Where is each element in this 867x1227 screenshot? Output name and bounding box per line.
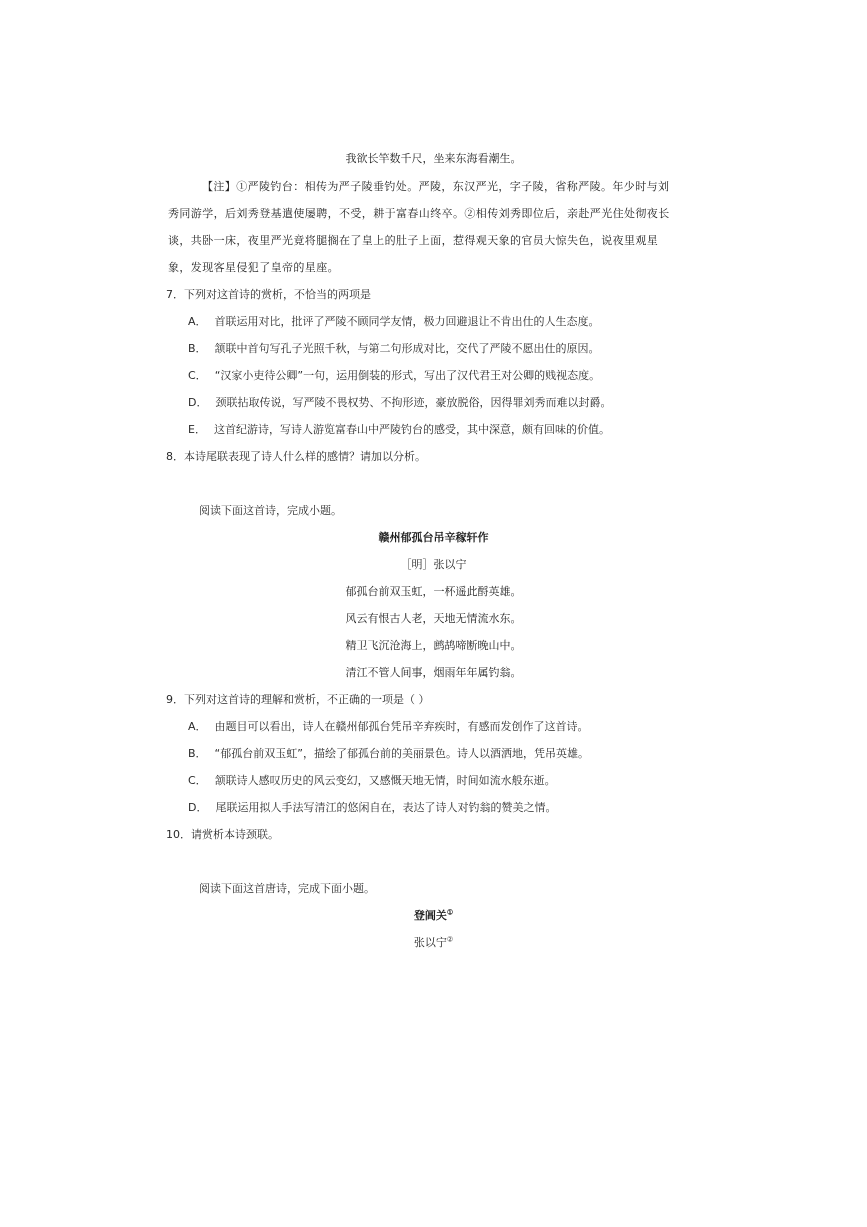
q9-option-a (188, 719, 589, 735)
poem-line: 清江不管人间事，烟雨年年属钓翁。 (345, 666, 522, 679)
q7-option-c (188, 368, 600, 384)
option-label: C． (188, 369, 207, 382)
section3-poem-author (0, 935, 867, 951)
poem-line: 精卫飞沉沧海上，鹧鸪啼断晚山中。 (345, 639, 522, 652)
poem-title-text: 登阊关 (413, 909, 447, 922)
section3-poem-title (0, 908, 867, 924)
option-label: B． (188, 747, 207, 760)
question-stem: 本诗尾联表现了诗人什么样的感情？请加以分析。 (184, 450, 426, 463)
question-9 (166, 692, 430, 708)
question-number: 9． (166, 693, 184, 706)
section2-poem-title: 赣州郁孤台吊辛稼轩作 (378, 531, 489, 544)
question-number: 7． (166, 288, 184, 301)
footnote-mark: ① (446, 907, 454, 917)
question-stem: 下列对这首诗的理解和赏析，不正确的一项是（ ） (184, 693, 430, 706)
option-text: 这首纪游诗，写诗人游览富春山中严陵钓台的感受，其中深意，颇有回味的价值。 (213, 423, 610, 436)
q9-option-b (188, 746, 589, 762)
question-10 (166, 827, 279, 843)
poem-line: 风云有恨古人老，天地无情流水东。 (345, 612, 522, 625)
section2-intro: 阅读下面这首诗，完成小题。 (199, 504, 342, 517)
q7-option-d (188, 395, 611, 411)
poem-line: 郁孤台前双玉虹，一杯遥此酹英雄。 (345, 585, 522, 598)
option-text: “郁孤台前双玉虹”，描绘了郁孤台前的美丽景色。诗人以酒洒地，凭吊英雄。 (214, 747, 589, 760)
option-text: 颔联诗人感叹历史的风云变幻，又感慨天地无情，时间如流水般东逝。 (214, 774, 556, 787)
question-stem: 请赏析本诗颈联。 (191, 828, 279, 841)
option-label: A． (188, 720, 207, 733)
option-label: D． (188, 801, 208, 814)
option-label: E． (188, 423, 206, 436)
q9-option-c (188, 773, 556, 789)
option-text: 由题目可以看出，诗人在赣州郁孤台凭吊辛弃疾时，有感而发创作了这首诗。 (214, 720, 589, 733)
question-7 (166, 287, 371, 303)
poem1-note: 【注】①严陵钓台：相传为严子陵垂钓处。严陵，东汉严光，字子陵，省称严陵。年少时与刘秀同游学，后刘秀登基遣使屡聘，不受，耕于富春山终卒。②相传刘秀即位后，亲赴严光住处彻夜长谈，共卧一床，夜里严光竟将腿搁在了皇上的肚子上面，惹得观天象的官员大惊失色，说夜里观星象，发现客星侵犯了皇帝的星座。 (168, 180, 670, 274)
section2-poem-author: ［明］张以宁 (400, 558, 467, 571)
section3-intro: 阅读下面这首唐诗，完成下面小题。 (199, 882, 375, 895)
option-label: C． (188, 774, 207, 787)
option-text: 颔联中首句写孔子光照千秋，与第二句形成对比，交代了严陵不愿出仕的原因。 (214, 342, 600, 355)
q7-option-e (188, 422, 610, 438)
footnote-mark: ② (446, 935, 454, 944)
option-text: 颈联拈取传说，写严陵不畏权势、不拘形迹，豪放脱俗，因得罪刘秀而难以封爵。 (215, 396, 612, 409)
option-text: “汉家小吏待公卿”一句，运用倒装的形式，写出了汉代君王对公卿的贱视态度。 (214, 369, 601, 382)
question-8 (166, 449, 426, 465)
option-label: D． (188, 396, 208, 409)
question-number: 8． (166, 450, 184, 463)
option-label: B． (188, 342, 207, 355)
question-stem: 下列对这首诗的赏析，不恰当的两项是 (184, 288, 371, 301)
poem-author-text: 张以宁 (413, 936, 447, 949)
option-text: 尾联运用拟人手法写清江的悠闲自在，表达了诗人对钓翁的赞美之情。 (215, 801, 557, 814)
poem1-last-line: 我欲长竿数千尺，坐来东海看潮生。 (345, 152, 522, 165)
q7-option-b (188, 341, 600, 357)
option-text: 首联运用对比，批评了严陵不顾同学友情，极力回避退让不肯出仕的人生态度。 (214, 315, 600, 328)
q9-option-d (188, 800, 556, 816)
q7-option-a (188, 314, 600, 330)
question-number: 10． (166, 828, 191, 841)
option-label: A． (188, 315, 207, 328)
